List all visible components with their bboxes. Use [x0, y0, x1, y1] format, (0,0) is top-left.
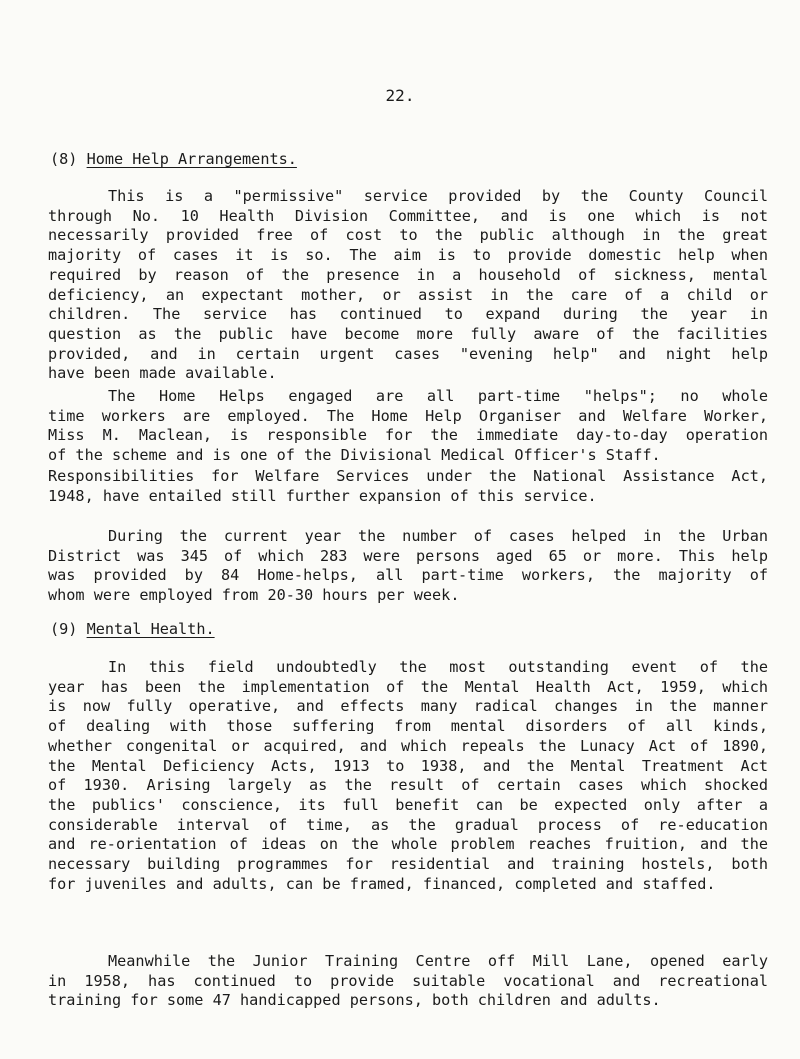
text-line: year has been the implementation of the Mental Health Act, 1959, which	[48, 677, 768, 696]
text-line: provided, and in certain urgent cases "evening help" and night help	[48, 344, 768, 363]
paragraph	[48, 952, 768, 1011]
text-line: Responsibilities for Welfare Services under the National Assistance Act,	[48, 467, 768, 485]
text-line: deficiency, an expectant mother, or assist in the care of a child or	[48, 285, 768, 304]
text-line: District was 345 of which 283 were persons aged 65 or more. This help	[48, 546, 768, 565]
text-line: training for some 47 handicapped persons, both children and adults.	[48, 991, 661, 1010]
text-line: time workers are employed. The Home Help Organiser and Welfare Worker,	[48, 406, 768, 425]
paragraph	[48, 658, 768, 894]
text-line: is now fully operative, and effects many radical changes in the manner	[48, 697, 768, 716]
text-line: of the scheme and is one of the Divisional Medical Officer's Staff.	[48, 446, 661, 465]
section-heading-mental-health	[50, 620, 770, 640]
text-line: considerable interval of time, as the gradual process of re-education	[48, 815, 768, 834]
paragraph	[48, 527, 768, 606]
text-line: This is a "permissive" service provided by the County Council	[108, 187, 768, 205]
text-line: Miss M. Maclean, is responsible for the immediate day-to-day operation	[48, 426, 768, 445]
text-line: the publics' conscience, its full benefit can be expected only after a	[48, 795, 768, 814]
text-line: In this field undoubtedly the most outstanding event of the	[108, 658, 768, 676]
section-heading-home-help	[50, 150, 770, 170]
section-title: Home Help Arrangements.	[86, 150, 297, 168]
text-line: the Mental Deficiency Acts, 1913 to 1938, and the Mental Treatment Act	[48, 756, 768, 775]
text-line: required by reason of the presence in a household of sickness, mental	[48, 265, 768, 284]
text-line: of 1930. Arising largely as the result of certain cases which shocked	[48, 776, 768, 795]
text-line: Meanwhile the Junior Training Centre off Mill Lane, opened early	[108, 952, 768, 970]
text-line: in 1958, has continued to provide suitable vocational and recreational	[48, 971, 768, 990]
paragraph	[48, 387, 768, 466]
text-line: 1948, have entailed still further expansion of this service.	[48, 486, 597, 505]
text-line: question as the public have become more fully aware of the facilities	[48, 324, 768, 343]
text-line: for juveniles and adults, can be framed, financed, completed and staffed.	[48, 874, 716, 893]
text-line: have been made available.	[48, 364, 277, 383]
section-title: Mental Health.	[86, 620, 215, 638]
text-line: The Home Helps engaged are all part-time "helps"; no whole	[108, 387, 768, 405]
text-line: whether congenital or acquired, and which repeals the Lunacy Act of 1890,	[48, 736, 768, 755]
text-line: During the current year the number of cases helped in the Urban	[108, 527, 768, 545]
text-line: children. The service has continued to expand during the year in	[48, 305, 768, 324]
text-line: was provided by 84 Home-helps, all part-time workers, the majority of	[48, 566, 768, 585]
text-line: majority of cases it is so. The aim is to provide domestic help when	[48, 246, 768, 265]
text-line: necessarily provided free of cost to the public although in the great	[48, 226, 768, 245]
section-number: (8)	[50, 150, 78, 168]
section-number: (9)	[50, 620, 78, 638]
text-line: of dealing with those suffering from mental disorders of all kinds,	[48, 717, 768, 736]
text-line: and re-orientation of ideas on the whole problem reaches fruition, and the	[48, 835, 768, 854]
paragraph	[48, 467, 768, 506]
text-line: through No. 10 Health Division Committee, and is one which is not	[48, 206, 768, 225]
page-number: 22.	[385, 86, 415, 105]
text-line: necessary building programmes for residential and training hostels, both	[48, 855, 768, 874]
text-line: whom were employed from 20-30 hours per week.	[48, 586, 460, 605]
paragraph	[48, 187, 768, 384]
